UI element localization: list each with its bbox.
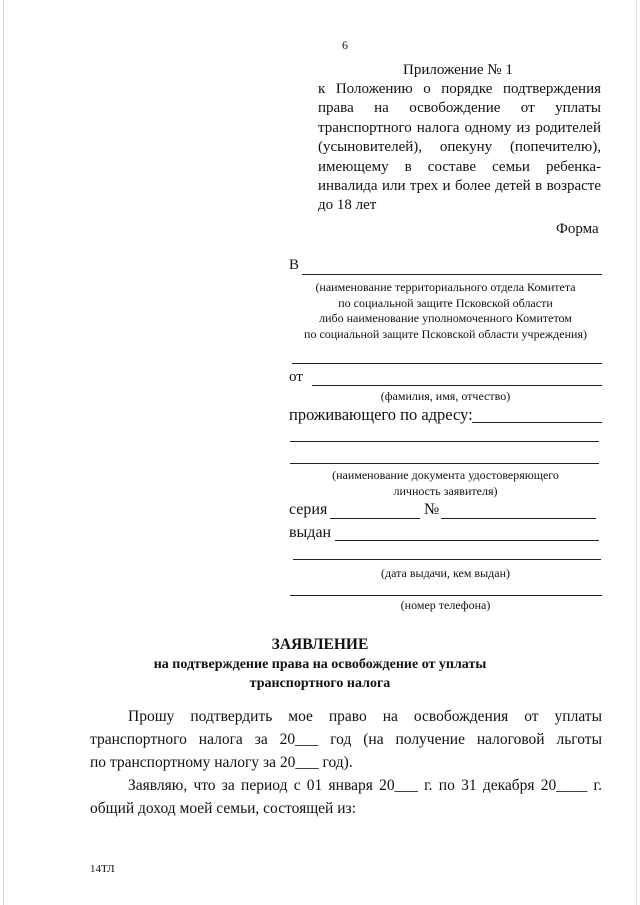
recipient-extra-line[interactable]	[292, 363, 602, 364]
appendix-line: (усыновителей), опекуну (попечителю),	[318, 139, 601, 156]
number-label: №	[424, 501, 440, 518]
address-field-line[interactable]	[472, 422, 602, 423]
appendix-line: к Положению о порядке подтверждения	[318, 81, 601, 97]
statement-title: ЗАЯВЛЕНИЕ	[271, 636, 369, 653]
appendix-line: имеющему в составе семьи ребенка-	[318, 158, 601, 175]
from-prefix: от	[289, 369, 303, 385]
recipient-prefix: В	[289, 257, 300, 273]
from-hint: (фамилия, имя, отчество)	[380, 389, 511, 403]
series-field-line[interactable]	[330, 518, 420, 519]
address-label: проживающего по адресу:	[289, 405, 473, 424]
paragraph-1-line: по транспортному налогу за 20___ год).	[90, 754, 353, 771]
appendix-line: инвалида или трех и более детей в возрасте	[318, 178, 601, 195]
phone-hint: (номер телефона)	[400, 598, 491, 612]
paragraph-1-line: Прошу подтвердить мое право на освобождения от уплаты	[128, 708, 602, 725]
appendix-title: Приложение № 1	[403, 62, 513, 78]
recipient-hint: (наименование территориального отдела Комитета по социальной защите Псковской области либо наименование уполномоченного Комитетом по социальной защите Псковской области учреждения)	[304, 280, 587, 341]
paragraph-2-line: общий доход моей семьи, состоящей из:	[90, 800, 356, 817]
scan-edge-left	[3, 0, 4, 905]
issued-label: выдан	[289, 524, 332, 541]
issued-field-line[interactable]	[335, 540, 599, 541]
statement-subtitle: на подтверждение права на освобождение от уплаты транспортного налога	[153, 657, 487, 691]
id-document-hint: (наименование документа удостоверяющего личность заявителя)	[332, 468, 559, 498]
page-number: 6	[342, 38, 348, 52]
from-field-line[interactable]	[312, 385, 602, 386]
paragraph-1-line: транспортного налога за 20___ год (на получение налоговой льготы	[90, 731, 602, 748]
appendix-body	[318, 80, 601, 216]
address-line-3[interactable]	[290, 463, 599, 464]
appendix-line: права на освобождение от уплаты	[318, 100, 601, 117]
paragraph-2-line: Заявляю, что за период с 01 января 20___ г. по 31 декабря 20____ г.	[128, 777, 602, 794]
issued-line-2[interactable]	[293, 559, 601, 560]
appendix-line: транспортного налога одному из родителей	[318, 119, 601, 136]
form-label: Форма	[556, 221, 599, 237]
appendix-line: до 18 лет	[318, 197, 377, 214]
address-line-2[interactable]	[290, 441, 599, 442]
issued-hint: (дата выдачи, кем выдан)	[381, 566, 510, 580]
recipient-field-line[interactable]	[302, 274, 602, 275]
footer-code: 14ТЛ	[90, 863, 115, 875]
number-field-line[interactable]	[441, 518, 596, 519]
series-label: серия	[289, 501, 328, 518]
scan-edge-right	[636, 0, 637, 905]
phone-field-line[interactable]	[290, 595, 602, 596]
